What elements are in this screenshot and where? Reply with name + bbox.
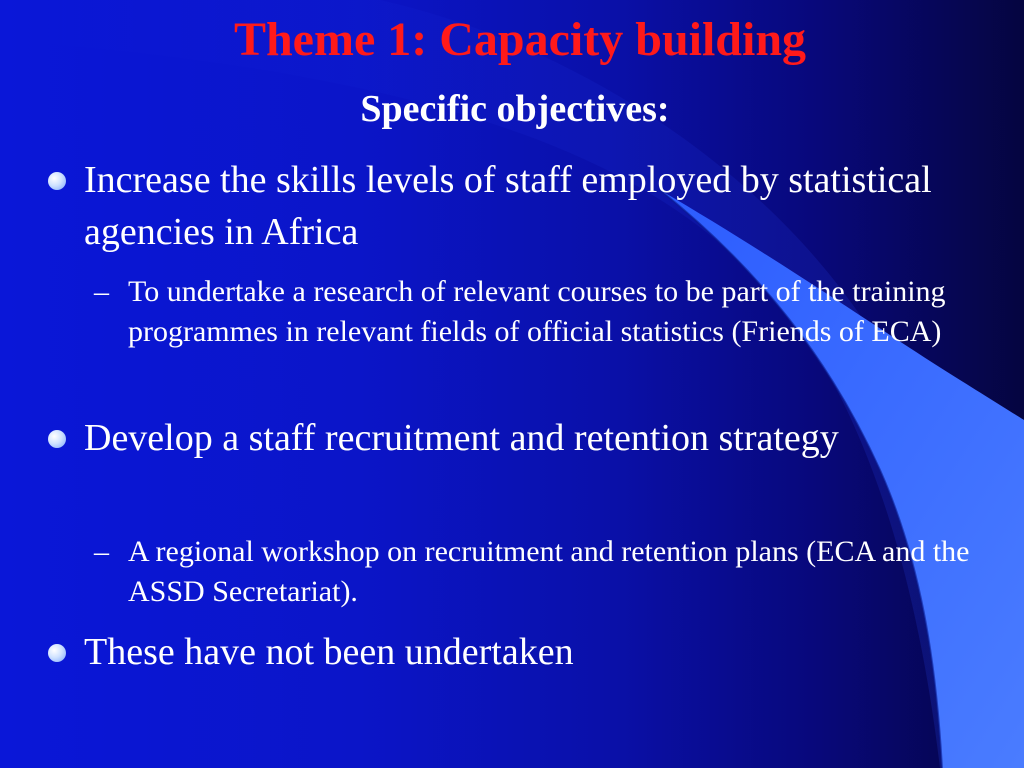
bullet-item <box>84 412 1004 464</box>
slide-title: Theme 1: Capacity building <box>233 13 807 66</box>
bullet-dot-icon <box>48 644 66 662</box>
bullet-item <box>84 626 1004 678</box>
dash-icon: – <box>94 535 109 568</box>
bullet-dot-icon <box>48 430 66 448</box>
bullet-text: These have not been undertaken <box>84 631 574 673</box>
slide-subtitle: Specific objectives: <box>360 88 670 130</box>
sub-bullet-item <box>94 272 988 352</box>
sub-bullet-text: A regional workshop on recruitment and retention plans (ECA and the ASSD Secretariat). <box>128 535 970 608</box>
bullet-item <box>84 154 1004 258</box>
bullet-dot-icon <box>48 172 66 190</box>
sub-bullet-item <box>94 532 988 612</box>
dash-icon: – <box>94 275 109 308</box>
bullet-text: Increase the skills levels of staff employed by statistical agencies in Africa <box>84 159 932 253</box>
bullet-text: Develop a staff recruitment and retention strategy <box>84 417 839 459</box>
sub-bullet-text: To undertake a research of relevant courses to be part of the training programmes in relevant fields of official statistics (Friends of ECA) <box>128 275 946 348</box>
